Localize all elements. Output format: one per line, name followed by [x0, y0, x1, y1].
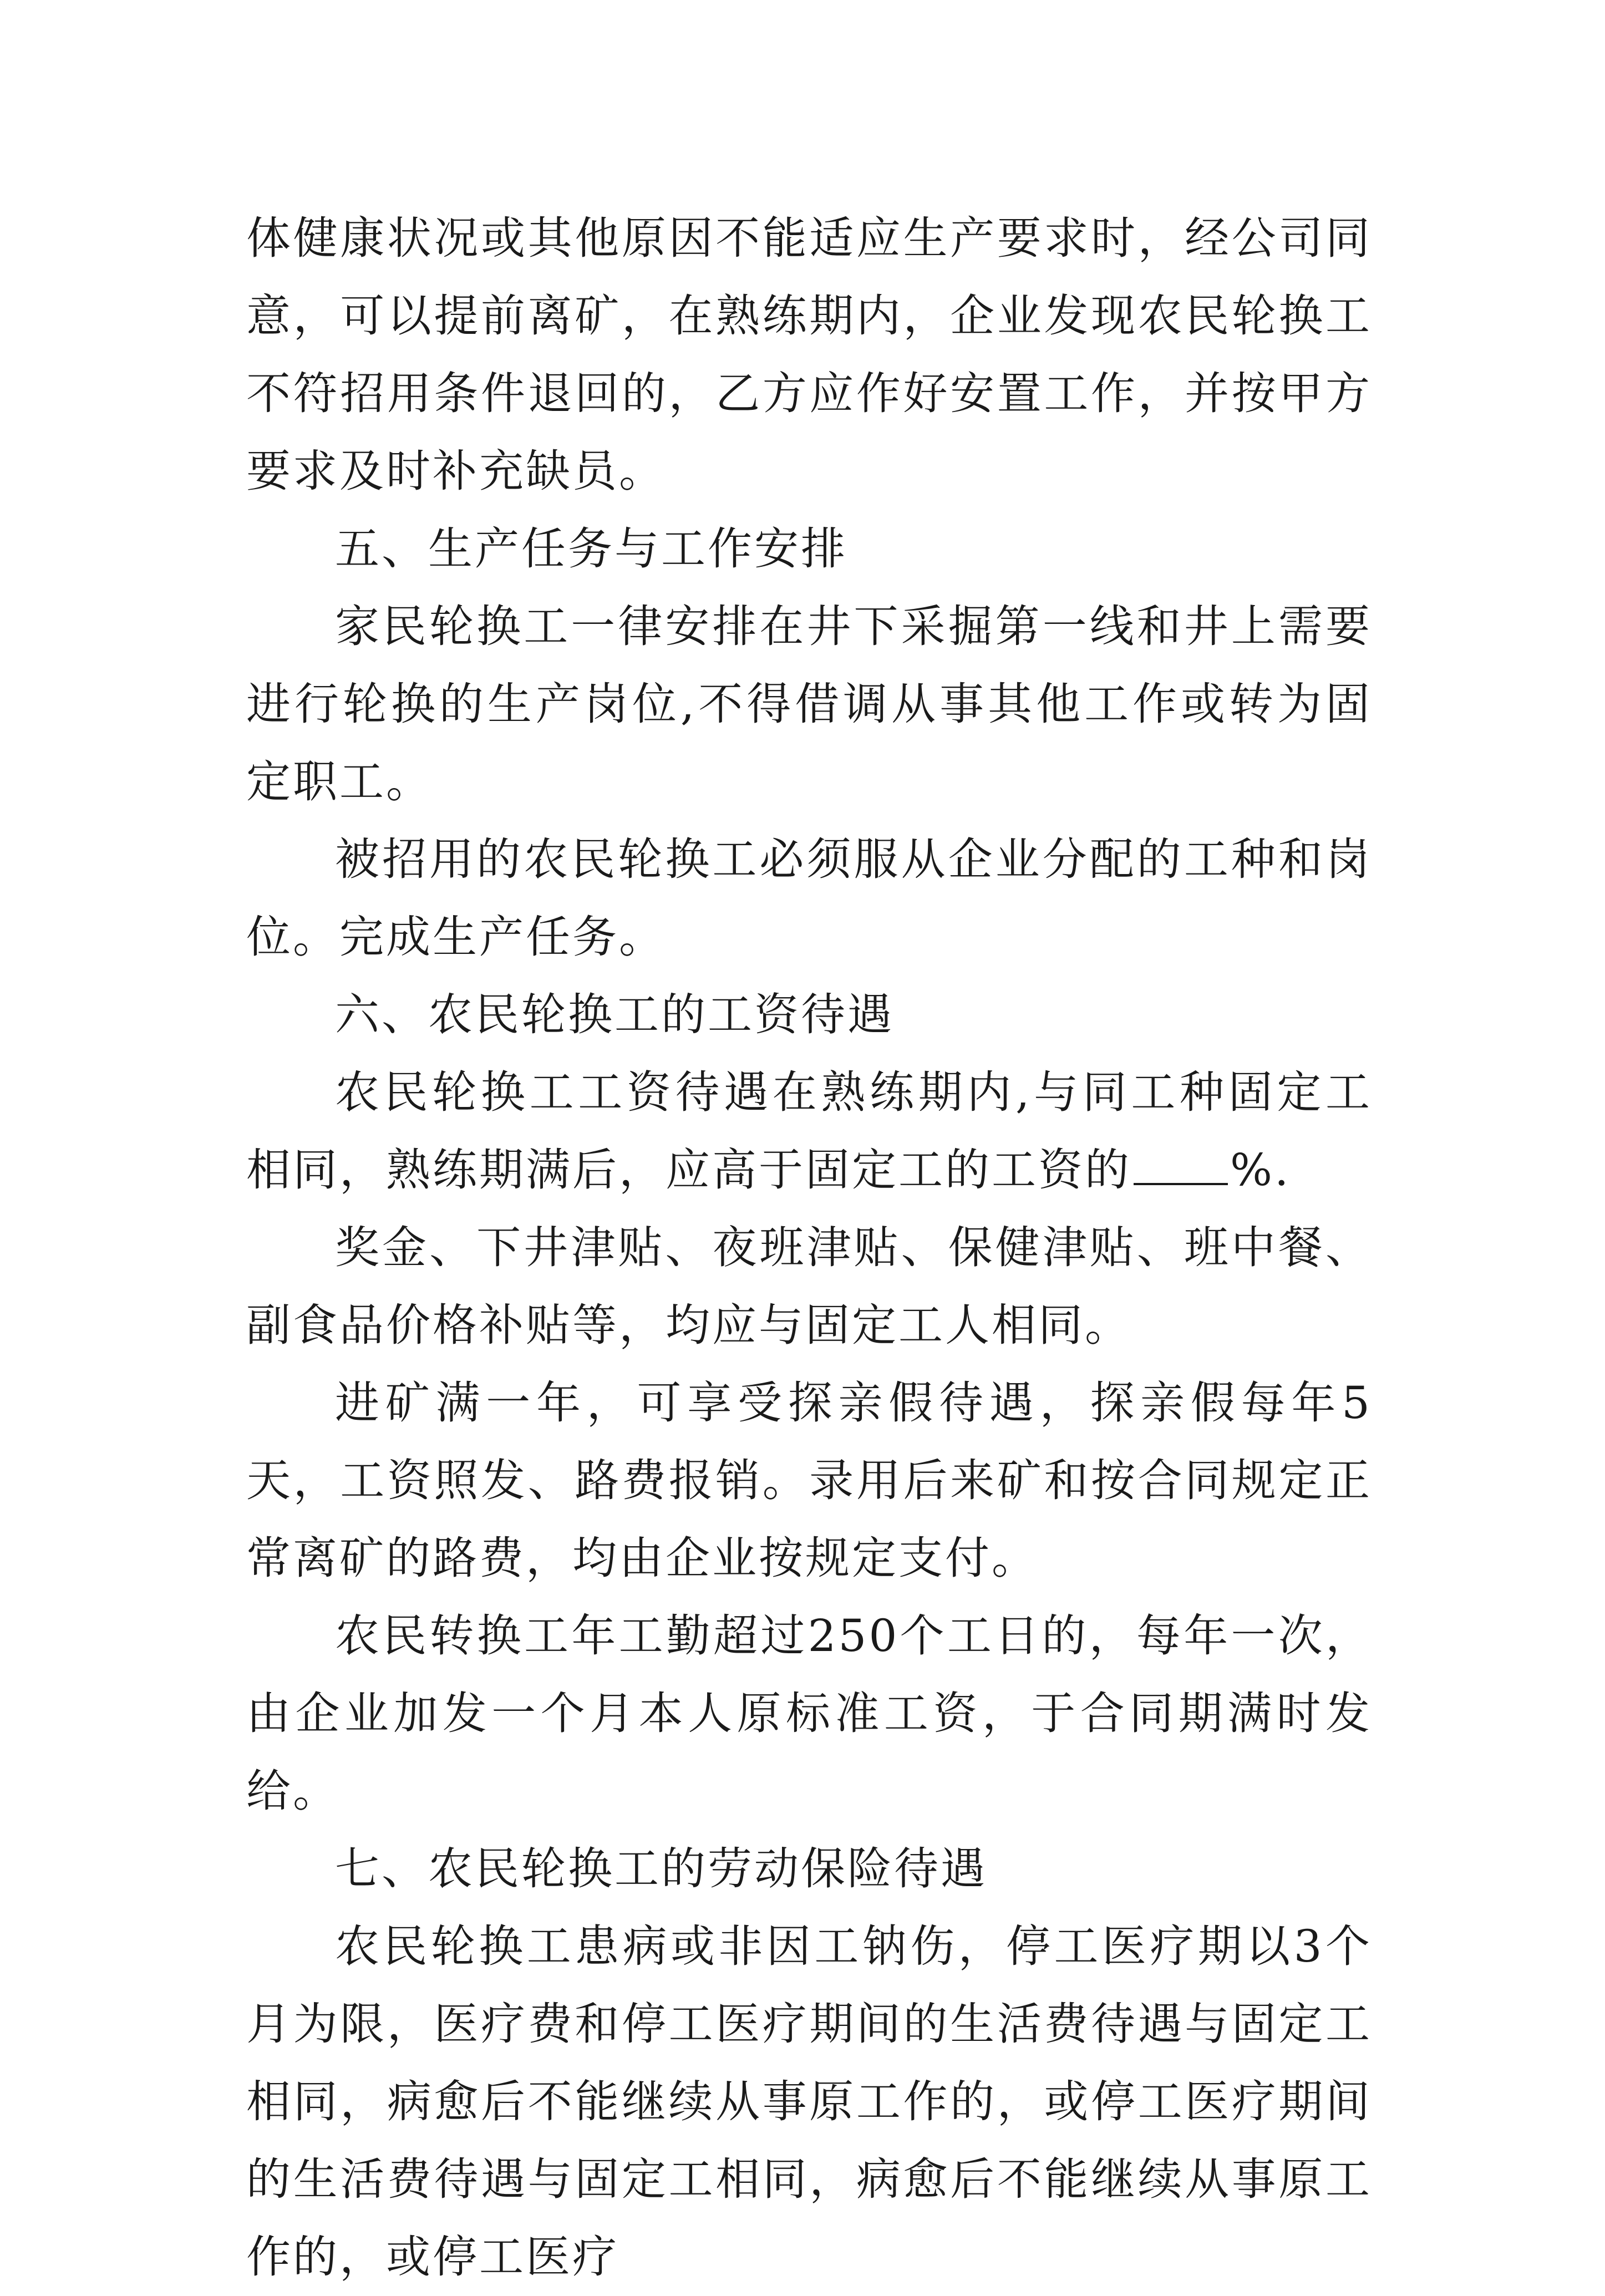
section-heading-7: 七、农民轮换工的劳动保险待遇 [335, 1843, 987, 1894]
document-body [246, 200, 1372, 2296]
paragraph-5-2: 被招用的农民轮换工必须服从企业分配的工种和岗位。完成生产任务。 [246, 834, 1372, 963]
paragraph-6-1 [246, 1054, 1372, 1209]
paragraph-6-4: 农民转换工年工勤超过250个工日的，每年一次，由企业加发一个月本人原标准工资，于合同期满时发给。 [246, 1610, 1372, 1817]
fill-in-blank [1134, 1144, 1228, 1185]
paragraph-6-1-suffix: %. [1230, 1144, 1291, 1196]
paragraph-5-1: 家民轮换工一律安排在井下采掘第一线和井上需要进行轮换的生产岗位,不得借调从事其他工作或转为固定职工。 [246, 601, 1372, 807]
section-heading-5: 五、生产任务与工作安排 [335, 523, 847, 575]
paragraph-6-2: 奖金、下井津贴、夜班津贴、保健津贴、班中餐、副食品价格补贴等，均应与固定工人相同。 [246, 1222, 1372, 1351]
paragraph-6-1-text: 农民轮换工工资待遇在熟练期内,与同工种固定工相同，熟练期满后，应高于固定工的工资的 [246, 1066, 1372, 1196]
paragraph-continuation: 体健康状况或其他原因不能适应生产要求时，经公司同意，可以提前离矿，在熟练期内，企业发现农民轮换工不符招用条件退回的，乙方应作好安置工作，并按甲方要求及时补充缺员。 [246, 212, 1372, 497]
paragraph-6-3: 进矿满一年，可享受探亲假待遇，探亲假每年5天，工资照发、路费报销。录用后来矿和按合同规定正常离矿的路费，均由企业按规定支付。 [246, 1377, 1372, 1584]
paragraph-7-1: 农民轮换工患病或非因工钠伤，停工医疗期以3个月为限，医疗费和停工医疗期间的生活费待遇与固定工相同，病愈后不能继续从事原工作的，或停工医疗期间的生活费待遇与固定工相同，病愈后不能继续从事原工作的，或停工医疗 [246, 1921, 1372, 2283]
section-heading-6: 六、农民轮换工的工资待遇 [335, 989, 894, 1040]
